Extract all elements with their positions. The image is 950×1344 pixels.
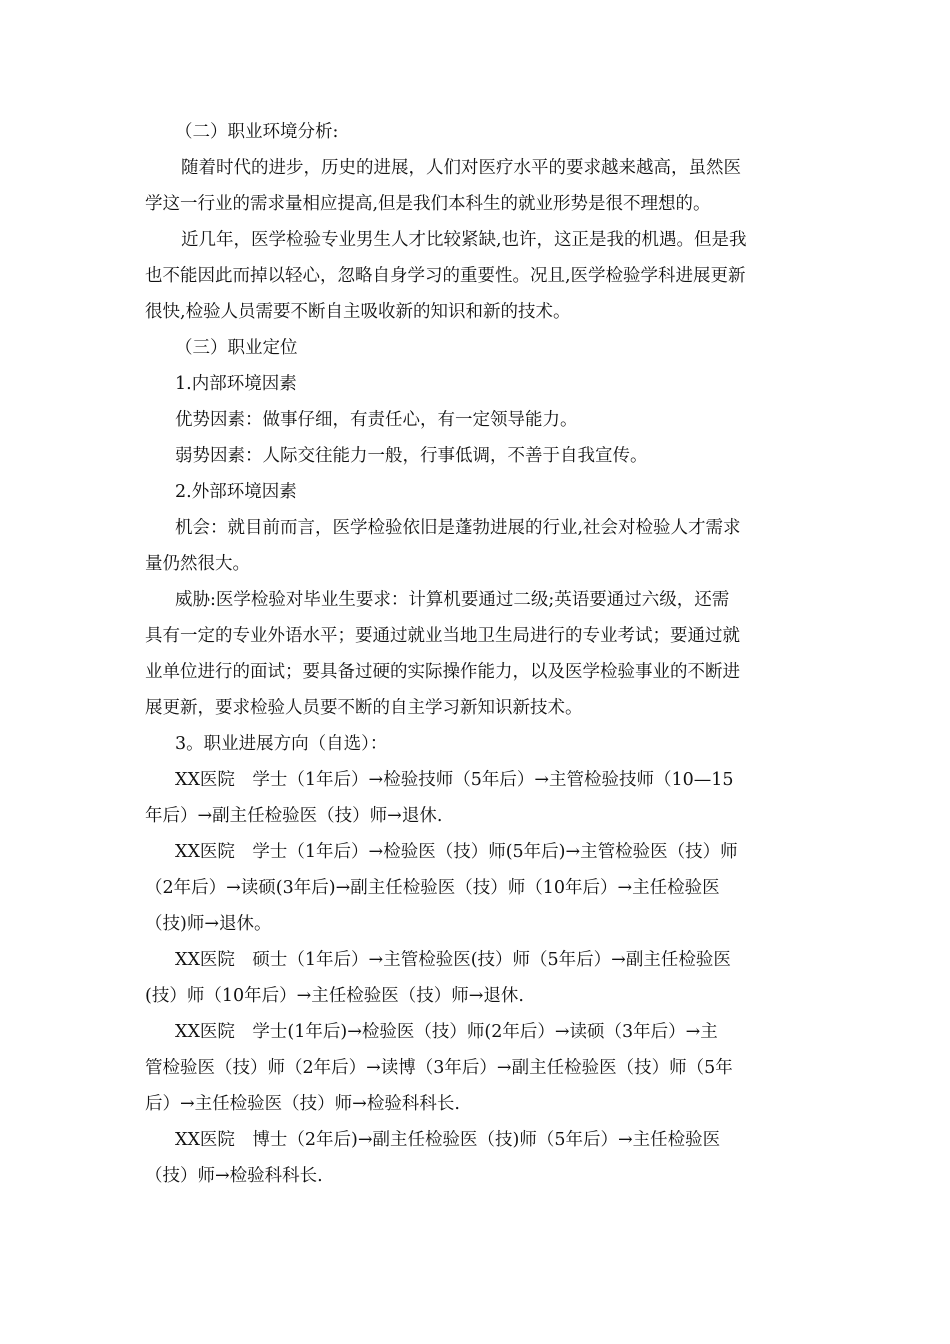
document-body	[145, 114, 807, 1194]
subheading-internal: 1.内部环境因素	[175, 374, 297, 394]
paragraph-line: 展更新，要求检验人员要不断的自主学习新知识新技术。	[145, 698, 583, 718]
paragraph-line: 具有一定的专业外语水平；要通过就业当地卫生局进行的专业考试；要通过就	[145, 626, 740, 646]
paragraph-line: 威胁:医学检验对毕业生要求：计算机要通过二级;英语要通过六级，还需	[175, 590, 730, 610]
paragraph-line: 弱势因素：人际交往能力一般，行事低调，不善于自我宣传。	[175, 446, 648, 466]
career-path-line: 管检验医（技）师（2年后）→读博（3年后）→副主任检验医（技）师（5年	[145, 1058, 733, 1078]
subheading-direction: 3。职业进展方向（自选）：	[175, 734, 388, 754]
section-heading-positioning: （三）职业定位	[175, 338, 298, 358]
career-path-line: XX医院 硕士（1年后）→主管检验医(技）师（5年后）→副主任检验医	[175, 950, 731, 970]
career-path-line: 年后）→副主任检验医（技）师→退休.	[145, 806, 443, 826]
paragraph-line: 学这一行业的需求量相应提高,但是我们本科生的就业形势是很不理想的。	[145, 194, 711, 214]
paragraph-line: 随着时代的进步，历史的进展，人们对医疗水平的要求越来越高，虽然医	[181, 158, 741, 178]
paragraph-line: 机会：就目前而言，医学检验依旧是蓬勃进展的行业,社会对检验人才需求	[175, 518, 741, 538]
paragraph-line: 很快,检验人员需要不断自主吸收新的知识和新的技术。	[145, 302, 571, 322]
paragraph-line: 量仍然很大。	[145, 554, 250, 574]
paragraph-line: 业单位进行的面试；要具备过硬的实际操作能力，以及医学检验事业的不断进	[145, 662, 740, 682]
career-path-line: (技）师（10年后）→主任检验医（技）师→退休.	[145, 986, 524, 1006]
career-path-line: XX医院 学士（1年后）→检验医（技）师(5年后)→主管检验医（技）师	[175, 842, 738, 862]
section-heading-environment: （二）职业环境分析:	[175, 122, 339, 142]
career-path-line: 后）→主任检验医（技）师→检验科科长.	[145, 1094, 460, 1114]
career-path-line: （技）师→检验科科长.	[145, 1166, 323, 1186]
subheading-external: 2.外部环境因素	[175, 482, 297, 502]
paragraph-line: 近几年，医学检验专业男生人才比较紧缺,也许，这正是我的机遇。但是我	[181, 230, 747, 250]
career-path-line: （2年后）→读硕(3年后)→副主任检验医（技）师（10年后）→主任检验医	[145, 878, 720, 898]
career-path-line: XX医院 博士（2年后)→副主任检验医（技)师（5年后）→主任检验医	[175, 1130, 721, 1150]
paragraph-line: 也不能因此而掉以轻心，忽略自身学习的重要性。况且,医学检验学科进展更新	[145, 266, 746, 286]
paragraph-line: 优势因素：做事仔细，有责任心，有一定领导能力。	[175, 410, 578, 430]
career-path-line: XX医院 学士（1年后）→检验技师（5年后）→主管检验技师（10—15	[175, 770, 734, 790]
career-path-line: XX医院 学士(1年后)→检验医（技）师(2年后）→读硕（3年后）→主	[175, 1022, 718, 1042]
career-path-line: （技)师→退休。	[145, 914, 272, 934]
